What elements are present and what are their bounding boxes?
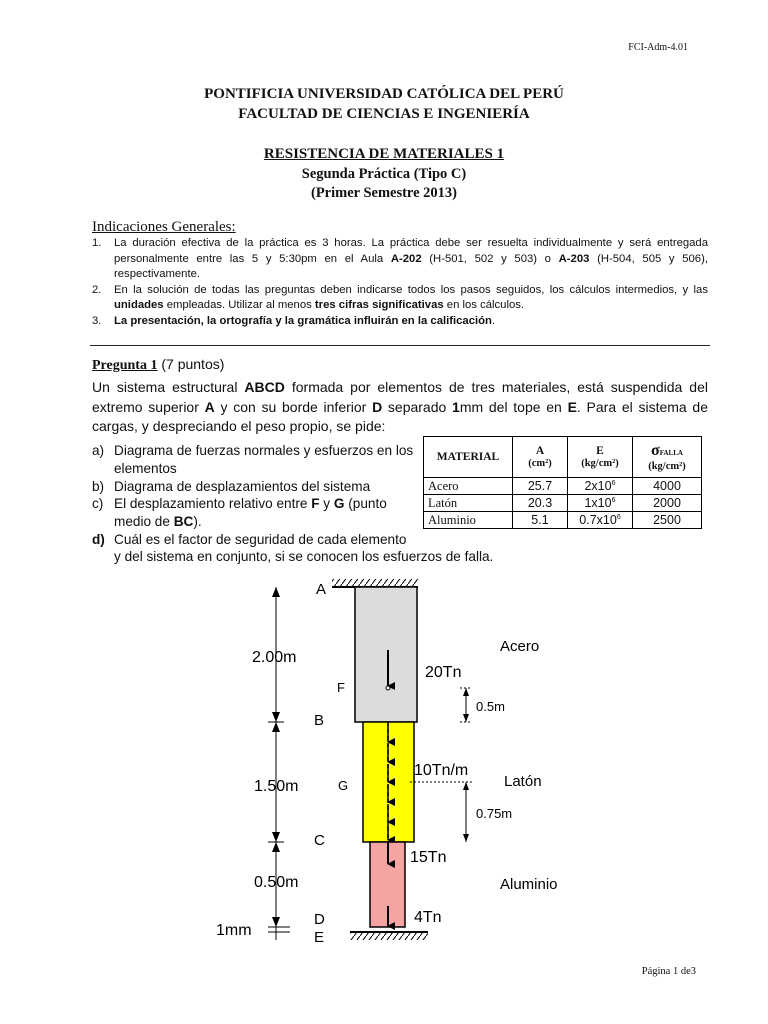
university-title: PONTIFICIA UNIVERSIDAD CATÓLICA DEL PERÚ — [204, 86, 564, 102]
dim-arrow — [272, 722, 280, 732]
indicacion-item: 3. La presentación, la ortografía y la gramática influirán en la calificación. — [92, 314, 496, 327]
point-g-label: G — [338, 778, 349, 793]
task-item: c) El desplazamiento relativo entre F y G (punto medio de BC). — [92, 496, 387, 530]
laton-label: Latón — [504, 773, 542, 790]
document-code: FCI-Adm-4.01 — [628, 42, 688, 53]
col-stress: σFALLA (kg/cm²) — [633, 437, 702, 478]
load-4tn-label: 4Tn — [414, 909, 442, 926]
table-row: Acero 25.7 $2x10^6$ 4000 — [424, 478, 702, 495]
dim-0-5m-label: 0.50m — [254, 874, 299, 891]
task-item: a) Diagrama de fuerzas normales y esfuerzos en los elementos — [92, 443, 414, 476]
dim-1mm-label: 1mm — [216, 922, 252, 939]
load-10tn-m-label: 10Tn/m — [414, 762, 469, 779]
indicacion-item: 1. La duración efectiva de la práctica es 3 horas. La práctica debe ser resuelta individualmente y será entregada personalmente entre las 5 y 5:30pm en el Aula A-202 (H-501, 502 y 503) o A-203 (H-504, 505 y 506), respectivamente. — [92, 237, 708, 281]
point-f-marker — [386, 686, 390, 690]
offset-arrow — [463, 782, 469, 790]
table-row: Latón 20.3 $1x10^6$ 2000 — [424, 495, 702, 512]
question-statement: Un sistema estructural ABCD formada por elementos de tres materiales, está suspendida del extremo superior A y con su borde inferior D separado 1mm del tope en E. Para el sistema de cargas, y despreciando el peso propio, se pide: — [92, 379, 708, 434]
offset-0-5m-label: 0.5m — [476, 699, 505, 714]
offset-arrow — [463, 834, 469, 842]
dim-arrow — [272, 832, 280, 842]
page-number: Página 1 de3 — [641, 966, 696, 977]
course-title: RESISTENCIA DE MATERIALES 1 — [263, 146, 505, 162]
task-d-continuation: y del sistema en conjunto, si se conocen los esfuerzos de falla. — [114, 549, 494, 564]
col-material: MATERIAL — [424, 437, 513, 478]
dim-arrow — [272, 917, 280, 927]
indicaciones-title: Indicaciones Generales: — [92, 219, 236, 235]
faculty-title: FACULTAD DE CIENCIAS E INGENIERÍA — [238, 106, 530, 122]
col-area: A (cm²) — [513, 437, 568, 478]
aluminio-label: Aluminio — [500, 876, 558, 893]
task-item: b) Diagrama de desplazamientos del sistema — [92, 478, 371, 494]
load-20tn-label: 20Tn — [425, 664, 462, 681]
acero-bar — [355, 587, 417, 722]
dim-1-5m-label: 1.50m — [254, 778, 299, 795]
question-title: Pregunta 1 (7 puntos) — [92, 356, 225, 373]
dim-arrow — [272, 712, 280, 722]
point-b-label: B — [314, 712, 325, 729]
bottom-stop-hatch — [350, 932, 428, 940]
dim-2m-label: 2.00m — [252, 649, 297, 666]
indicacion-item: 2. En la solución de todas las preguntas deben indicarse todos los pasos seguidos, los cálculos intermedios, y las unidades empleadas. Utilizar al menos tres cifras significativas en los cálculos. — [92, 283, 708, 312]
dim-arrow — [272, 587, 280, 597]
point-f-label: F — [337, 680, 345, 695]
acero-label: Acero — [500, 638, 540, 655]
load-15tn-label: 15Tn — [410, 849, 447, 866]
offset-arrow — [463, 688, 469, 696]
table-row: Aluminio 5.1 $0.7x10^6$ 2500 — [424, 512, 702, 529]
point-d-label: D — [314, 911, 325, 928]
point-c-label: C — [314, 832, 325, 849]
offset-0-75m-label: 0.75m — [476, 806, 513, 821]
task-item: d) Cuál es el factor de seguridad de cada elemento — [92, 531, 407, 547]
point-a-label: A — [316, 581, 327, 598]
point-e-label: E — [314, 929, 325, 946]
semester-title: (Primer Semestre 2013) — [310, 185, 457, 201]
offset-arrow — [463, 714, 469, 722]
top-support-hatch — [332, 579, 418, 587]
col-modulus: E (kg/cm²) — [568, 437, 633, 478]
exam-title: Segunda Práctica (Tipo C) — [301, 166, 467, 182]
dim-arrow — [272, 842, 280, 852]
